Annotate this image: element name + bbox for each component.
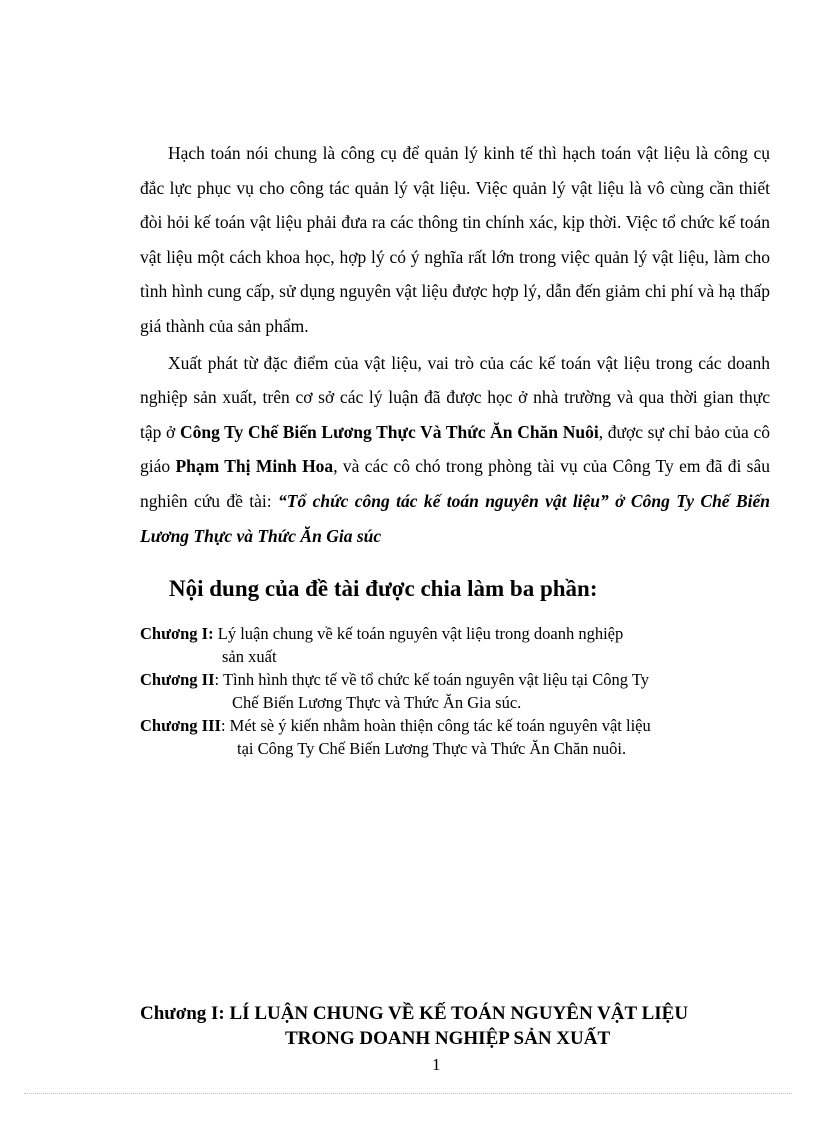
chapter-title-line-1: Chương I: LÍ LUẬN CHUNG VỀ KẾ TOÁN NGUYÊN VẬT LIỆU [140, 1003, 689, 1024]
page-bottom-divider [24, 1093, 792, 1094]
chapter-description-cont: Chế Biến Lương Thực và Thức Ăn Gia súc. [232, 693, 522, 712]
chapter-description-cont: sản xuất [222, 647, 277, 666]
chapter-description: : Tình hình thực tế về tổ chức kế toán nguyên vật liệu tại Công Ty [214, 670, 650, 689]
chapter-title [140, 1001, 760, 1051]
text-segment: Hạch toán nói chung là công cụ để quản lý kinh tế thì hạch toán vật liệu là công cụ đắc lực phục vụ cho công tác quản lý vật liệu. Việc quản lý vật liệu là vô cùng cần thiết đòi hỏi kế toán vật liệu phải đưa ra các thông tin chính xác, kịp thời. Việc tổ chức kế toán vật liệu một cách khoa học, hợp lý có ý nghĩa rất lớn trong việc quản lý vật liệu, làm cho tình hình cung cấp, sử dụng nguyên vật liệu được hợp lý, dẫn đến giảm chi phí và hạ thấp giá thành của sản phẩm. [140, 143, 770, 336]
text-segment: “Tổ chức công tác kế toán nguyên vật liệu” ở Công Ty Chế Biến Lương Thực và Thức Ăn Gia súc [140, 490, 770, 546]
page-number: 1 [432, 1055, 441, 1074]
chapter-item-3 [140, 714, 780, 760]
chapter-label: Chương III [140, 716, 221, 735]
chapter-label: Chương I: [140, 624, 214, 643]
text-segment: Phạm Thị Minh Hoa [175, 456, 334, 477]
text-segment: Xuất phát từ đặc điểm của vật liệu, vai trò của các kế toán vật liệu trong các doanh nghiệp sản xuất, trên cơ sở các lý luận đã được học ở nhà trường và qua thời gian thực tập ở [140, 352, 770, 442]
chapter-list [140, 622, 780, 760]
text-segment: Công Ty Chế Biến Lương Thực Và Thức Ăn Chăn Nuôi [179, 421, 599, 442]
chapter-title-line-2: TRONG DOANH NGHIỆP SẢN XUẤT [285, 1028, 611, 1049]
section-heading: Nội dung của đề tài được chia làm ba phần: [169, 576, 598, 601]
chapter-description: : Mét sè ý kiến nhằm hoàn thiện công tác kế toán nguyên vật liệu [220, 716, 651, 735]
chapter-description: Lý luận chung về kế toán nguyên vật liệu trong doanh nghiệp [217, 624, 624, 643]
chapter-description-cont: tại Công Ty Chế Biến Lương Thực và Thức Ăn Chăn nuôi. [237, 739, 627, 758]
paragraph-1 [140, 136, 770, 344]
body-text [140, 136, 770, 553]
chapter-item-2 [140, 668, 780, 714]
text-segment: , được sự chỉ bảo của cô giáo [140, 421, 770, 477]
paragraph-2 [140, 346, 770, 554]
chapter-label: Chương II [140, 670, 215, 689]
chapter-item-1 [140, 622, 780, 668]
text-segment: , và các cô chó trong phòng tài vụ của Công Ty em đã đi sâu nghiên cứu đề tài: [140, 456, 770, 511]
